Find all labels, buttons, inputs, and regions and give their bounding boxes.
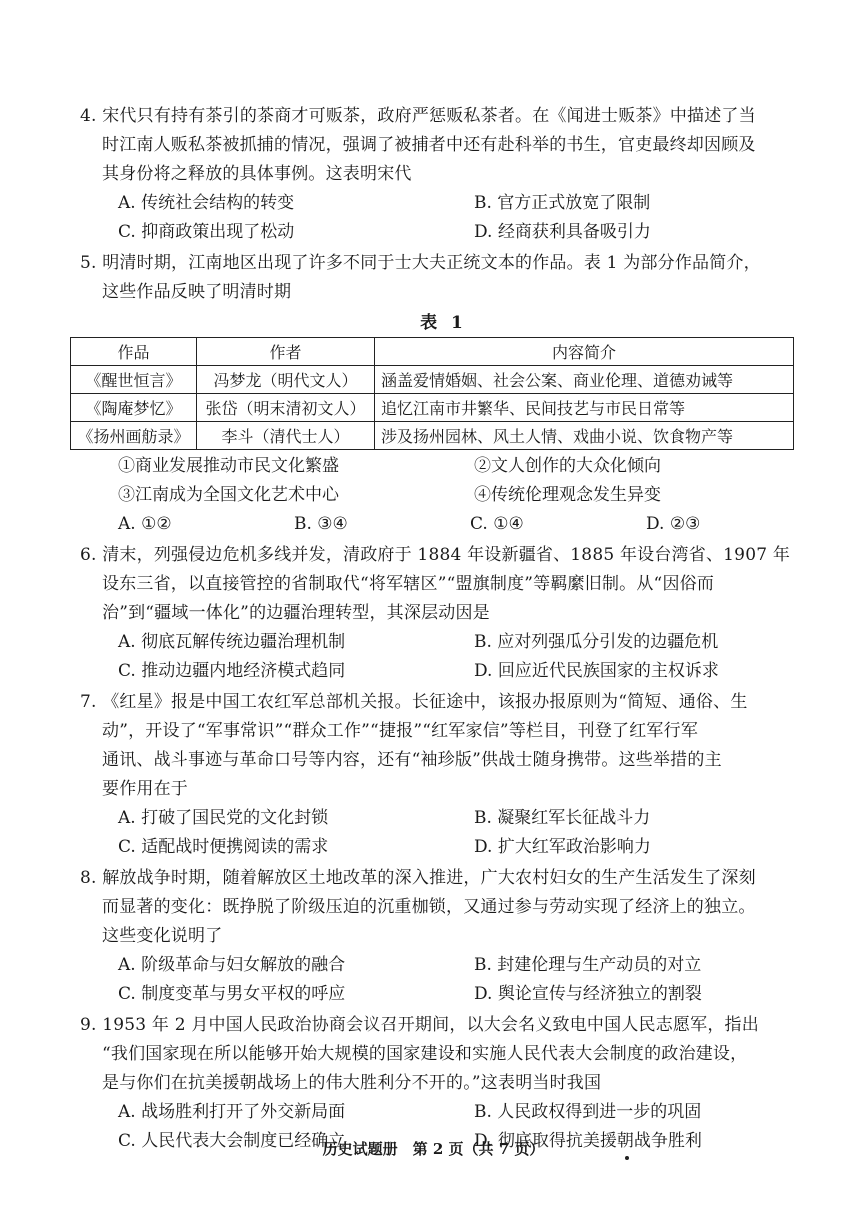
- question-stem-line: 4. 宋代只有持有茶引的茶商才可贩茶，政府严惩贩私茶者。在《闻进士贩茶》中描述了当: [80, 106, 756, 126]
- table-header-cell: 作者: [197, 338, 375, 366]
- option-d[interactable]: D. 回应近代民族国家的主权诉求: [474, 661, 719, 681]
- question-stem-line: 时江南人贩私茶被抓捕的情况，强调了被捕者中还有赴科举的书生，官吏最终却因顾及: [102, 135, 756, 155]
- option-c[interactable]: C. 推动边疆内地经济模式趋同: [118, 661, 346, 681]
- table-cell: 张岱（明末清初文人）: [197, 394, 375, 422]
- options-q8: [80, 951, 807, 1009]
- option-a[interactable]: A. 阶级革命与妇女解放的融合: [118, 955, 346, 975]
- table-cell: 追忆江南市井繁华、民间技艺与市民日常等: [375, 394, 794, 422]
- option-a[interactable]: A. 战场胜利打开了外交新局面: [118, 1102, 346, 1122]
- question-7: [80, 688, 807, 862]
- table-row: [71, 366, 794, 394]
- option-b[interactable]: B. 封建伦理与生产动员的对立: [474, 955, 702, 975]
- question-stem-line: 9. 1953 年 2 月中国人民政治协商会议召开期间，以大会名义致电中国人民志愿军，指出: [80, 1015, 759, 1035]
- table-cell: 《陶庵梦忆》: [71, 394, 197, 422]
- option-c[interactable]: C. ①④: [470, 514, 524, 534]
- question-stem-line: 这些变化说明了: [102, 926, 223, 946]
- question-6: [80, 541, 807, 686]
- options-q6: [80, 628, 807, 686]
- table-cell: 李斗（清代士人）: [197, 422, 375, 450]
- option-a[interactable]: A. 打破了国民党的文化封锁: [118, 808, 329, 828]
- option-a[interactable]: A. ①②: [118, 514, 172, 534]
- question-stem-line: 治”到“疆域一体化”的边疆治理转型，其深层动因是: [102, 603, 490, 623]
- question-stem-line: 其身份将之释放的具体事例。这表明宋代: [102, 164, 412, 184]
- option-d[interactable]: D. 舆论宣传与经济独立的割裂: [474, 984, 702, 1004]
- option-b[interactable]: B. 官方正式放宽了限制: [474, 193, 651, 213]
- question-stem-line: 5. 明清时期，江南地区出现了许多不同于士大夫正统文本的作品。表 1 为部分作品简介，: [80, 253, 761, 273]
- option-c[interactable]: C. 抑商政策出现了松动: [118, 222, 295, 242]
- question-stem-line: 7. 《红星》报是中国工农红军总部机关报。长征途中，该报办报原则为“简短、通俗、生: [80, 692, 748, 712]
- statement-3: ③江南成为全国文化艺术中心: [118, 485, 339, 505]
- question-stem-line: “我们国家现在所以能够开始大规模的国家建设和实施人民代表大会制度的政治建设，: [102, 1044, 748, 1064]
- statements-q5: [80, 452, 807, 510]
- option-c[interactable]: C. 适配战时便携阅读的需求: [118, 837, 329, 857]
- table-cell: 涉及扬州园林、风土人情、戏曲小说、饮食物产等: [375, 422, 794, 450]
- page-footer: 历史试题册 第 2 页（共 7 页）: [322, 1140, 545, 1158]
- option-a[interactable]: A. 彻底瓦解传统边疆治理机制: [118, 632, 346, 652]
- options-q5: [80, 510, 807, 539]
- table-cell: 涵盖爱情婚姻、社会公案、商业伦理、道德劝诫等: [375, 366, 794, 394]
- option-d[interactable]: D. 彻底取得抗美援朝战争胜利: [474, 1131, 702, 1151]
- question-8: [80, 864, 807, 1009]
- question-stem-line: 6. 清末，列强侵边危机多线并发，清政府于 1884 年设新疆省、1885 年设台湾省、1907 年: [80, 545, 791, 565]
- scan-dot: [625, 1156, 629, 1160]
- option-c[interactable]: C. 制度变革与男女平权的呼应: [118, 984, 346, 1004]
- question-stem-line: 通讯、战斗事迹与革命口号等内容，还有“袖珍版”供战士随身携带。这些举措的主: [102, 750, 722, 770]
- option-d[interactable]: D. 经商获利具备吸引力: [474, 222, 651, 242]
- question-stem-line: 设东三省，以直接管控的省制取代“将军辖区”“盟旗制度”等羁縻旧制。从“因俗而: [102, 574, 715, 594]
- statement-1: ①商业发展推动市民文化繁盛: [118, 456, 339, 476]
- table-cell: 《醒世恒言》: [71, 366, 197, 394]
- table-row: [71, 422, 794, 450]
- works-table: [70, 337, 794, 450]
- table-title: 表 1: [420, 313, 467, 333]
- table-cell: 冯梦龙（明代文人）: [197, 366, 375, 394]
- question-4: [80, 102, 807, 247]
- option-b[interactable]: B. 凝聚红军长征战斗力: [474, 808, 651, 828]
- options-q7: [80, 804, 807, 862]
- statement-2: ②文人创作的大众化倾向: [474, 456, 661, 476]
- question-9: [80, 1011, 807, 1156]
- table-cell: 《扬州画舫录》: [71, 422, 197, 450]
- option-a[interactable]: A. 传统社会结构的转变: [118, 193, 295, 213]
- option-d[interactable]: D. 扩大红军政治影响力: [474, 837, 651, 857]
- option-d[interactable]: D. ②③: [646, 514, 701, 534]
- option-c[interactable]: C. 人民代表大会制度已经确立: [118, 1131, 346, 1151]
- table-row: [71, 394, 794, 422]
- question-stem-line: 是与你们在抗美援朝战场上的伟大胜利分不开的。”这表明当时我国: [102, 1073, 602, 1093]
- question-stem-line: 而显著的变化：既挣脱了阶级压迫的沉重枷锁，又通过参与劳动实现了经济上的独立。: [102, 897, 756, 917]
- statement-4: ④传统伦理观念发生异变: [474, 485, 661, 505]
- option-b[interactable]: B. 人民政权得到进一步的巩固: [474, 1102, 702, 1122]
- table-header-row: [71, 338, 794, 366]
- table-header-cell: 内容简介: [375, 338, 794, 366]
- question-stem-line: 这些作品反映了明清时期: [102, 282, 292, 302]
- question-stem-line: 要作用在于: [102, 779, 188, 799]
- options-q4: [80, 189, 807, 247]
- option-b[interactable]: B. 应对列强瓜分引发的边疆危机: [474, 632, 719, 652]
- question-stem-line: 动”，开设了“军事常识”“群众工作”“捷报”“红军家信”等栏目，刊登了红军行军: [102, 721, 699, 741]
- table-header-cell: 作品: [71, 338, 197, 366]
- question-stem-line: 8. 解放战争时期，随着解放区土地改革的深入推进，广大农村妇女的生产生活发生了深刻: [80, 868, 756, 888]
- option-b[interactable]: B. ③④: [294, 514, 348, 534]
- question-5: [77, 249, 807, 539]
